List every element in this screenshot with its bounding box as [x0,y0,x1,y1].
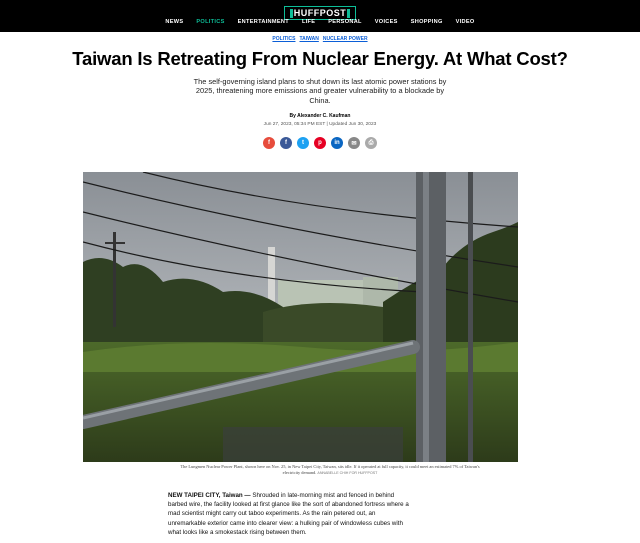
nav-politics[interactable]: POLITICS [196,19,225,25]
nav-voices[interactable]: VOICES [374,19,398,25]
headline: Taiwan Is Retreating From Nuclear Energy. At What Cost? [72,48,568,69]
caption-text: The Lungmen Nuclear Power Plant, shown here on Nov. 25, in New Taipei City, Taiwan, sits idle. If it operated at full capacity, it could meet an estimated 7% of Taiwan's electricity demand. [180,464,480,475]
body-paragraph: Shrouded in late-morning mist and fenced in behind barbed wire, the facility looked at first glance like the sort of abandoned fortress where a mad scientist might carry out taboo experiments. As the rain petered out, an unremarkable exterior came into clearer view: a hulking pair of windowless cubes with what looks like a smokestack rising between them. [168,492,409,536]
timestamp: Jun 27, 2023, 05:34 PM EST | Updated Jun 30, 2023 [263,122,377,128]
nav-personal[interactable]: PERSONAL [328,19,362,25]
pinterest-share-icon[interactable]: p [314,137,326,149]
hero-image [83,172,518,462]
tag-politics[interactable]: POLITICS [272,36,296,42]
share-bar [0,137,640,149]
linkedin-share-icon[interactable]: in [331,137,343,149]
facebook-share-icon[interactable]: f [280,137,292,149]
nav-shopping[interactable]: SHOPPING [410,19,443,25]
tag-taiwan[interactable]: TAIWAN [299,36,319,42]
email-share-icon[interactable]: ✉ [348,137,360,149]
dateline: NEW TAIPEI CITY, Taiwan — [168,492,251,499]
nav-video[interactable]: VIDEO [455,19,475,25]
tag-list [0,36,640,42]
byline[interactable]: By Alexander C. Kaufman [289,113,351,120]
site-logo[interactable]: HUFFPOST [0,3,640,21]
photo-credit: ANNABELLE CHIH FOR HUFFPOST [317,471,378,475]
article-header [0,36,640,149]
nav-entertainment[interactable]: ENTERTAINMENT [237,19,289,25]
tag-nuclear-power[interactable]: NUCLEAR POWER [322,36,368,42]
flipboard-share-icon[interactable]: f [263,137,275,149]
nav-life[interactable]: LIFE [301,19,316,25]
print-share-icon[interactable]: ⎙ [365,137,377,149]
dek: The self-governing island plans to shut down its last atomic power stations by 2025, threatening more emissions and greater vulnerability to a blockade by China. [193,77,447,105]
main-nav [0,19,640,25]
nav-news[interactable]: NEWS [165,19,184,25]
image-caption [180,464,480,476]
twitter-share-icon[interactable]: t [297,137,309,149]
top-bar [0,0,640,32]
article-body [168,491,413,537]
